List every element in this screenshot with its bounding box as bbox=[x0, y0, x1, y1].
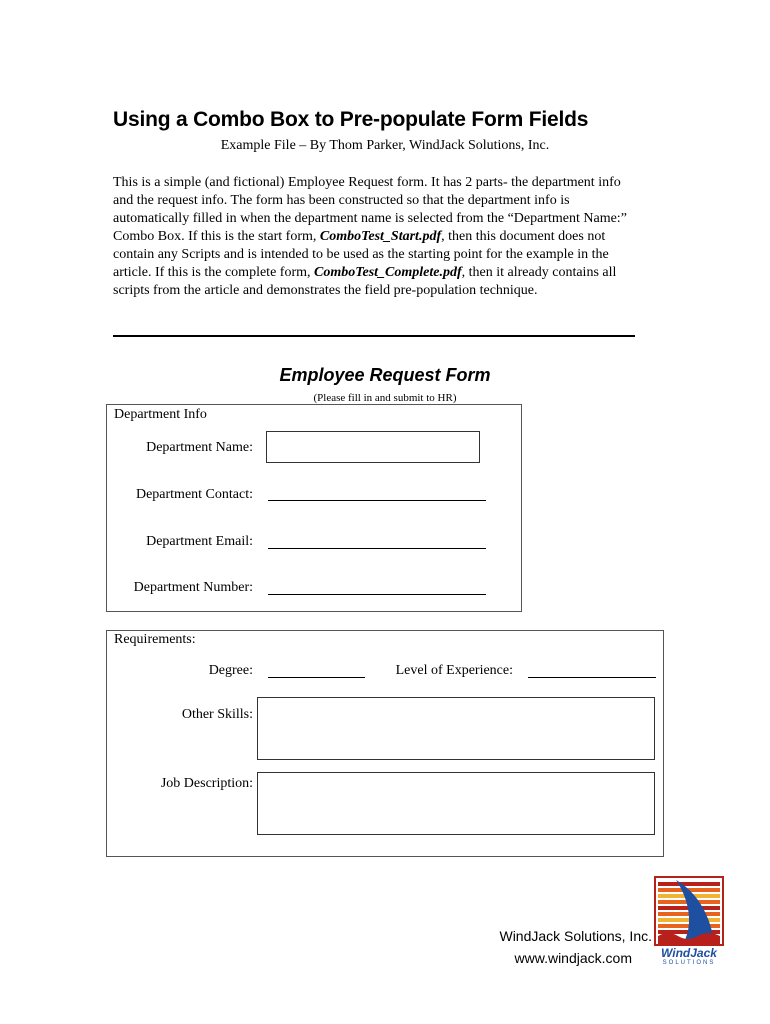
intro-text-3: , then it already contains all scripts from the article and demonstrates the field pre-population technique. bbox=[113, 265, 617, 298]
department-contact-label: Department Contact: bbox=[135, 487, 253, 502]
intro-text-1: This is a simple (and fictional) Employee Request form. It has 2 parts- the department info and the request info. The form has been constructed so that the department info is automatically filled in when the department name is selected from the “Department Name:” Combo Box. If this is the start form, bbox=[113, 175, 627, 244]
document-subtitle: Example File – By Thom Parker, WindJack Solutions, Inc. bbox=[220, 138, 550, 153]
experience-label: Level of Experience: bbox=[395, 663, 513, 678]
department-email-field[interactable] bbox=[268, 548, 486, 549]
intro-paragraph bbox=[113, 174, 643, 300]
other-skills-label: Other Skills: bbox=[181, 707, 253, 722]
windjack-logo bbox=[654, 876, 724, 968]
company-url[interactable]: www.windjack.com bbox=[514, 950, 632, 966]
department-name-label: Department Name: bbox=[146, 440, 253, 455]
divider bbox=[113, 335, 635, 337]
logo-sub: SOLUTIONS bbox=[662, 960, 716, 966]
document-title: Using a Combo Box to Pre-populate Form Fields bbox=[113, 108, 589, 131]
logo-wordmark: WindJack bbox=[661, 946, 717, 960]
job-description-label: Job Description: bbox=[160, 776, 253, 791]
degree-field[interactable] bbox=[268, 677, 365, 678]
complete-file-name: ComboTest_Complete.pdf bbox=[314, 265, 462, 280]
job-description-textarea[interactable] bbox=[257, 772, 655, 835]
department-contact-field[interactable] bbox=[268, 500, 486, 501]
start-file-name: ComboTest_Start.pdf bbox=[319, 229, 442, 244]
intro-text-2: , then this document does not contain any Scripts and is intended to be used as the starting point for the example in the article. If this is the complete form, bbox=[113, 229, 609, 280]
company-name: WindJack Solutions, Inc. bbox=[499, 928, 652, 944]
department-email-label: Department Email: bbox=[146, 534, 253, 549]
department-number-label: Department Number: bbox=[133, 580, 253, 595]
form-subtitle: (Please fill in and submit to HR) bbox=[313, 392, 457, 404]
department-number-field[interactable] bbox=[268, 594, 486, 595]
form-title: Employee Request Form bbox=[279, 365, 491, 385]
requirements-heading: Requirements: bbox=[114, 632, 196, 647]
department-info-heading: Department Info bbox=[114, 407, 207, 422]
department-name-combo[interactable] bbox=[266, 431, 480, 463]
experience-field[interactable] bbox=[528, 677, 656, 678]
degree-label: Degree: bbox=[208, 663, 253, 678]
other-skills-textarea[interactable] bbox=[257, 697, 655, 760]
